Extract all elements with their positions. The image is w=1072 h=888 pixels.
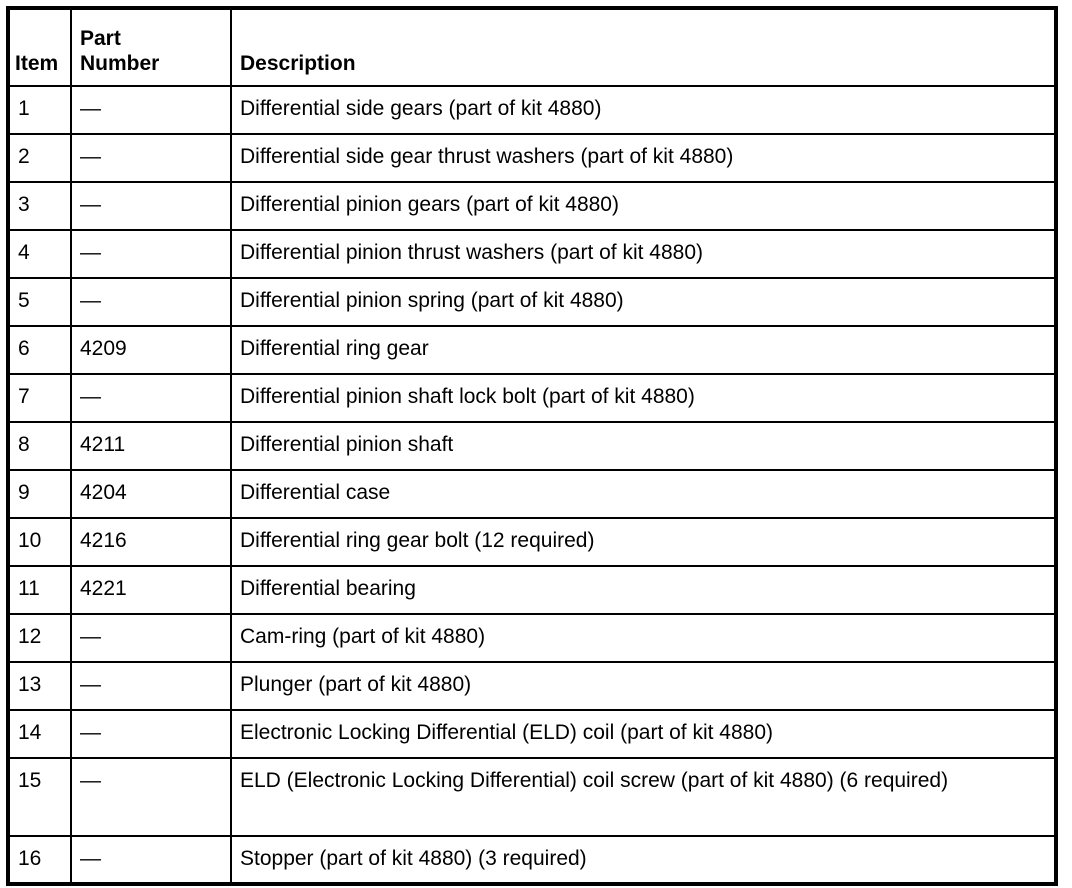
table-row [8, 470, 1056, 518]
header-part-number-line2: Number [80, 52, 160, 75]
part-number-cell: — [71, 230, 231, 278]
table-row [8, 836, 1056, 884]
table-row [8, 134, 1056, 182]
header-part-number [71, 8, 231, 86]
part-number-cell: — [71, 182, 231, 230]
table-row [8, 182, 1056, 230]
table-row [8, 662, 1056, 710]
description-cell: Differential case [231, 470, 1056, 518]
description-cell: Differential bearing [231, 566, 1056, 614]
part-number-cell: 4204 [71, 470, 231, 518]
part-number-cell: 4209 [71, 326, 231, 374]
description-cell: Electronic Locking Differential (ELD) coil (part of kit 4880) [231, 710, 1056, 758]
item-cell: 11 [8, 566, 71, 614]
item-cell: 16 [8, 836, 71, 884]
table-row [8, 518, 1056, 566]
item-cell: 1 [8, 86, 71, 134]
description-cell: ELD (Electronic Locking Differential) coil screw (part of kit 4880) (6 required) [231, 758, 1056, 836]
item-cell: 10 [8, 518, 71, 566]
description-cell: Differential pinion spring (part of kit 4880) [231, 278, 1056, 326]
description-cell: Differential pinion shaft lock bolt (part of kit 4880) [231, 374, 1056, 422]
description-cell: Differential ring gear [231, 326, 1056, 374]
header-item: Item [8, 8, 71, 86]
item-cell: 4 [8, 230, 71, 278]
item-cell: 8 [8, 422, 71, 470]
part-number-cell: — [71, 758, 231, 836]
item-cell: 13 [8, 662, 71, 710]
part-number-cell: — [71, 710, 231, 758]
item-cell: 9 [8, 470, 71, 518]
part-number-cell: — [71, 86, 231, 134]
table-row [8, 326, 1056, 374]
item-cell: 5 [8, 278, 71, 326]
table-row [8, 566, 1056, 614]
table-row [8, 230, 1056, 278]
item-cell: 7 [8, 374, 71, 422]
header-row [8, 8, 1056, 86]
part-number-cell: — [71, 614, 231, 662]
table-row [8, 86, 1056, 134]
description-cell: Differential side gear thrust washers (part of kit 4880) [231, 134, 1056, 182]
part-number-cell: — [71, 836, 231, 884]
parts-table [6, 6, 1058, 886]
table-row [8, 374, 1056, 422]
item-cell: 12 [8, 614, 71, 662]
table-row [8, 278, 1056, 326]
description-cell: Cam-ring (part of kit 4880) [231, 614, 1056, 662]
item-cell: 2 [8, 134, 71, 182]
table-row [8, 422, 1056, 470]
item-cell: 6 [8, 326, 71, 374]
description-cell: Differential pinion gears (part of kit 4880) [231, 182, 1056, 230]
description-cell: Stopper (part of kit 4880) (3 required) [231, 836, 1056, 884]
part-number-cell: — [71, 134, 231, 182]
header-description: Description [231, 8, 1056, 86]
table-row [8, 758, 1056, 836]
description-cell: Differential side gears (part of kit 4880) [231, 86, 1056, 134]
part-number-cell: 4211 [71, 422, 231, 470]
part-number-cell: — [71, 278, 231, 326]
part-number-cell: — [71, 662, 231, 710]
description-cell: Differential pinion thrust washers (part of kit 4880) [231, 230, 1056, 278]
description-cell: Differential ring gear bolt (12 required) [231, 518, 1056, 566]
part-number-cell: — [71, 374, 231, 422]
item-cell: 14 [8, 710, 71, 758]
description-cell: Differential pinion shaft [231, 422, 1056, 470]
part-number-cell: 4221 [71, 566, 231, 614]
part-number-cell: 4216 [71, 518, 231, 566]
table-row [8, 710, 1056, 758]
table-row [8, 614, 1056, 662]
item-cell: 15 [8, 758, 71, 836]
description-cell: Plunger (part of kit 4880) [231, 662, 1056, 710]
header-part-number-line1: Part [80, 27, 121, 50]
item-cell: 3 [8, 182, 71, 230]
